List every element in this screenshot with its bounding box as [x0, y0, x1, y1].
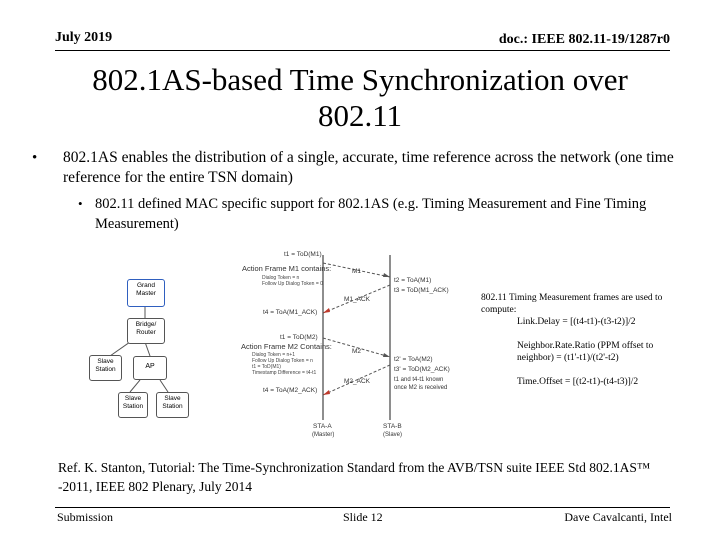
slave-station-node-1: Slave Station: [118, 392, 148, 418]
frame-m1-item: Dialog Token = n: [262, 275, 300, 281]
t1-m2-label: t1 = ToD(M2): [280, 334, 318, 341]
frame-m2-item: Follow Up Dialog Token = n: [252, 358, 313, 364]
frame-m1-title: Action Frame M1 contains:: [242, 264, 332, 273]
frame-m2-items: [252, 352, 316, 376]
frame-m2-item: Timestamp Difference = t4-t1: [252, 370, 317, 376]
footer-submission: Submission: [57, 510, 114, 524]
t2-m2-label: t2' = ToA(M2): [394, 356, 433, 363]
bridge-router-node: Bridge/ Router: [127, 318, 165, 344]
sta-b-role: (Slave): [383, 432, 403, 438]
t3-m1-label: t3 = ToD(M1_ACK): [394, 287, 449, 294]
msg-m1-label: M1: [352, 268, 362, 275]
header-rule: [55, 50, 670, 51]
sta-a-label: STA-A: [313, 423, 332, 430]
reference-text: Ref. K. Stanton, Tutorial: The Time-Synchronization Standard from the AVB/TSN suite IEEE Std 802.1AS™ -2011, IEEE 802 Plenary, July 2014: [58, 460, 651, 494]
t4-m2-label: t4 = ToA(M2_ACK): [263, 387, 318, 394]
grand-master-node: Grand Master: [127, 279, 165, 307]
msg-m2-ack-label: M2_ACK: [344, 378, 371, 385]
slide-title-line1: 802.1AS-based Time Synchronization over: [92, 62, 628, 97]
bullet-sub: 802.11 defined MAC specific support for 802.1AS (e.g. Timing Measurement and Fine Timing Measurement): [95, 196, 647, 232]
frame-m2-title: Action Frame M2 Contains:: [241, 342, 332, 351]
t4-m1-label: t4 = ToA(M1_ACK): [263, 309, 318, 316]
msg-m2-label: M2: [352, 348, 362, 355]
t1-m1-label: t1 = ToD(M1): [284, 251, 322, 258]
bullet-dot: •: [32, 150, 38, 166]
frame-m2-item: Dialog Token = n+1: [252, 352, 295, 358]
notes-link-delay: Link.Delay = [(t4-t1)-(t3-t2)]/2: [517, 317, 636, 327]
t3-m2-label: t3' = ToD(M2_ACK): [394, 366, 450, 373]
slave-station-left-node: Slave Station: [89, 355, 122, 381]
footer-rule: [55, 507, 670, 508]
bullet-main: 802.1AS enables the distribution of a single, accurate, time reference across the network (one time reference for the entire TSN domain): [63, 149, 674, 186]
slave-station-node-2: Slave Station: [156, 392, 189, 418]
bullet-dot-sub: •: [78, 196, 83, 211]
slide-title-line2: 802.11: [317, 98, 403, 133]
sta-a-role: (Master): [312, 432, 335, 438]
known-note: t1 and t4-t1 known once M2 is received: [394, 377, 448, 391]
notes-intro: 802.11 Timing Measurement frames are used to compute:: [481, 293, 663, 315]
frame-m1-item: Follow Up Dialog Token = 0: [262, 281, 323, 287]
ap-node: AP: [133, 356, 167, 380]
frame-m2-item: t1 = ToD(M1): [252, 364, 281, 370]
notes-neighbor-ratio: Neighbor.Rate.Ratio (PPM offset to neighbor) = (t1'-t1)/(t2'-t2): [517, 341, 654, 363]
header-doc-id: doc.: IEEE 802.11-19/1287r0: [498, 32, 670, 47]
msg-m1-ack-label: M1_ACK: [344, 296, 371, 303]
header-date: July 2019: [55, 30, 113, 45]
slide-title: [40, 62, 680, 134]
footer-author: Dave Cavalcanti, Intel: [564, 510, 672, 524]
t2-m1-label: t2 = ToA(M1): [394, 277, 432, 284]
frame-m1-items: [262, 275, 323, 287]
notes-time-offset: Time.Offset = [(t2-t1)-(t4-t3)]/2: [517, 377, 639, 387]
footer-slide-number: Slide 12: [343, 510, 383, 524]
sta-b-label: STA-B: [383, 423, 402, 430]
